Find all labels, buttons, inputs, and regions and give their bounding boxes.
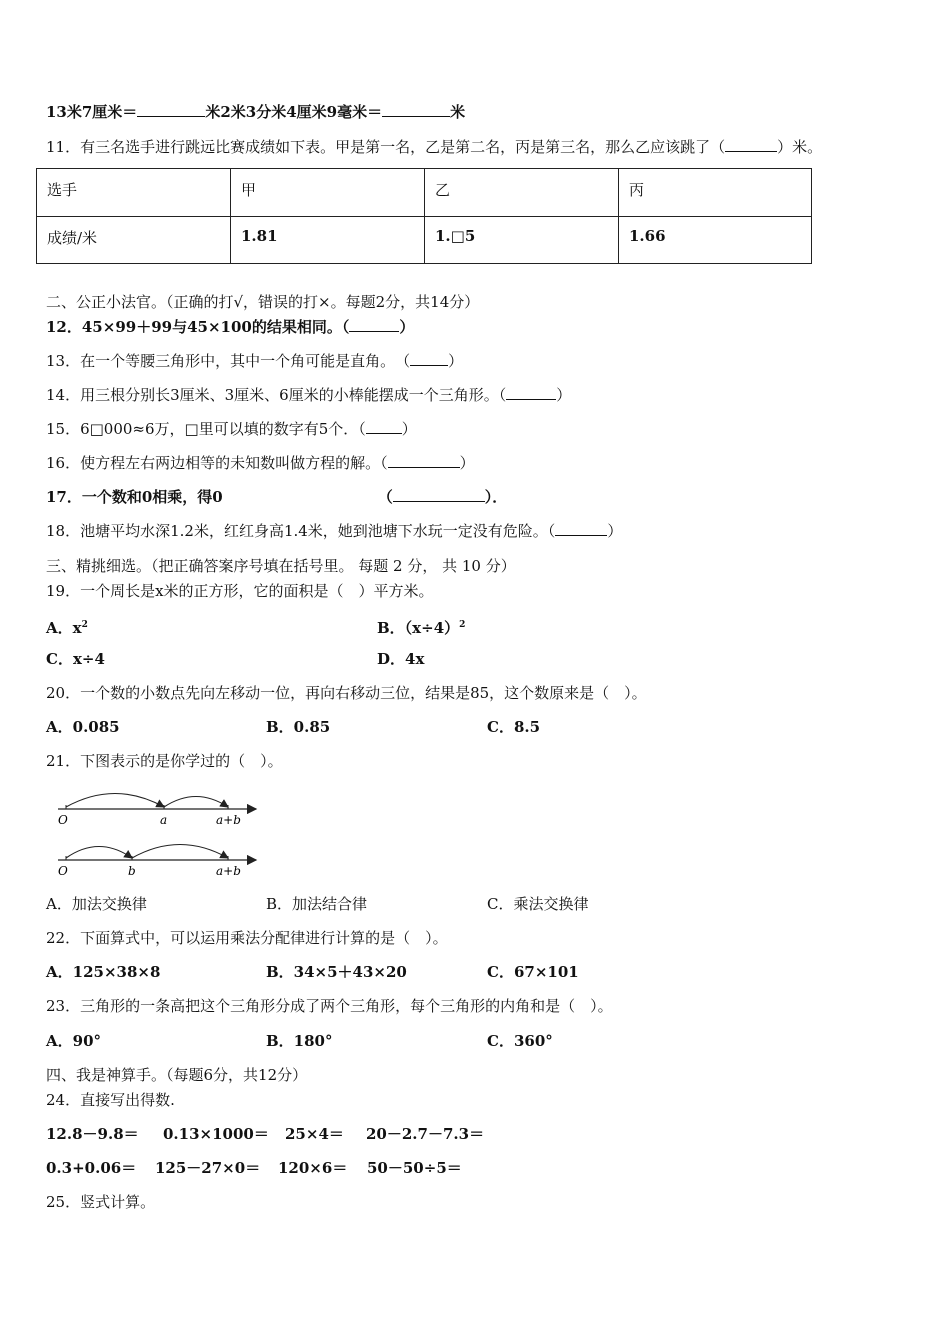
- q19-option-b[interactable]: B．$(x\div 4)^2$: [377, 619, 466, 637]
- q10-part2-prompt: 2米3分米4厘米9毫米＝: [220, 103, 383, 121]
- q23-question: 23．三角形的一条高把这个三角形分成了两个三角形，每个三角形的内角和是（ ）。: [46, 997, 613, 1015]
- q15-answer-blank[interactable]: [366, 419, 402, 434]
- q24-expression: 50－50÷5＝: [367, 1159, 462, 1177]
- table-cell: 1.81: [231, 216, 425, 264]
- table-header-cell: 选手: [37, 169, 231, 217]
- q11-score-table: [36, 168, 812, 264]
- q18-answer-blank[interactable]: [555, 521, 607, 536]
- q14-statement: 14．用三根分别长3厘米、3厘米、6厘米的小棒能摆成一个三角形。（ ）: [46, 386, 572, 404]
- q21-option-b[interactable]: B．加法结合律: [266, 895, 368, 913]
- q16-statement: 16．使方程左右两边相等的未知数叫做方程的解。（ ）: [46, 454, 475, 472]
- q16-answer-blank[interactable]: [388, 453, 460, 468]
- q20-option-a[interactable]: A．0.085: [46, 718, 120, 736]
- q11-answer-blank[interactable]: [725, 137, 777, 152]
- q14-answer-blank[interactable]: [506, 385, 556, 400]
- fig1-label-a: a: [160, 813, 168, 827]
- q11-question: 11．有三名选手进行跳远比赛成绩如下表。甲是第一名，乙是第二名，丙是第三名，那么乙应该跳了（ ）米。: [46, 138, 823, 156]
- q22-option-a[interactable]: A．125×38×8: [46, 963, 161, 981]
- q10-answer-blank-1[interactable]: [137, 102, 205, 117]
- q13-answer-blank[interactable]: [410, 351, 448, 366]
- q24-question: 24．直接写出得数.: [46, 1091, 175, 1109]
- q22-question: 22．下面算式中，可以运用乘法分配律进行计算的是（ ）。: [46, 929, 448, 947]
- q21-option-c[interactable]: C．乘法交换律: [487, 895, 589, 913]
- table-row-label: 成绩/米: [37, 216, 231, 264]
- section4-title: 四、我是神算手。（每题6分，共12分）: [46, 1066, 308, 1084]
- q23-option-c[interactable]: C．360°: [487, 1032, 553, 1050]
- q23-option-b[interactable]: B．180°: [266, 1032, 333, 1050]
- fig2-label-b: b: [128, 864, 136, 878]
- fig1-label-origin: O: [58, 813, 68, 827]
- q19-option-a[interactable]: A．$x^2$: [46, 619, 88, 637]
- q18-statement: 18．池塘平均水深1.2米，红红身高1.4米，她到池塘下水玩一定没有危险。（ ）: [46, 522, 623, 540]
- number-line-1: [58, 794, 256, 828]
- q10-answer-blank-2[interactable]: [382, 102, 450, 117]
- q13-statement: 13．在一个等腰三角形中，其中一个角可能是直角。 （ ）: [46, 352, 464, 370]
- q20-option-c[interactable]: C．8.5: [487, 718, 541, 736]
- q17-answer-blank[interactable]: [393, 487, 485, 502]
- q10-part1-prompt: 13米7厘米＝: [46, 103, 138, 121]
- table-cell: 1.□5: [425, 216, 619, 264]
- q24-expression: 120×6＝: [278, 1159, 348, 1177]
- q10-part1-unit: 米: [205, 103, 221, 121]
- q21-question: 21．下图表示的是你学过的（ ）。: [46, 752, 283, 770]
- q20-question: 20．一个数的小数点先向左移动一位，再向右移动三位，结果是85，这个数原来是（ ）。: [46, 684, 647, 702]
- q24-expression: 25×4＝: [285, 1125, 344, 1143]
- q24-expression: 20－2.7－7.3＝: [366, 1125, 485, 1143]
- fig2-label-origin: O: [58, 864, 68, 878]
- q12-statement: 12．45×99＋99与45×100的结果相同。（ ）: [46, 318, 415, 336]
- q20-option-b[interactable]: B．0.85: [266, 718, 331, 736]
- table-header-cell: 丙: [619, 169, 812, 217]
- q17-statement: 17．一个数和0相乘，得0 （ ）．: [46, 488, 508, 506]
- q19-option-c[interactable]: C．x÷4: [46, 650, 105, 668]
- q12-answer-blank[interactable]: [349, 317, 399, 332]
- table-header-cell: 乙: [425, 169, 619, 217]
- q24-expression: 12.8－9.8＝: [46, 1125, 139, 1143]
- q21-option-a[interactable]: A．加法交换律: [46, 895, 147, 913]
- number-line-2: [58, 845, 256, 879]
- q19-option-d[interactable]: D．4x: [377, 650, 425, 668]
- fig2-label-sum: a+b: [216, 864, 241, 878]
- q21-number-line-figure: [50, 782, 270, 882]
- q24-expression: 0.13×1000＝: [163, 1125, 269, 1143]
- table-header-cell: 甲: [231, 169, 425, 217]
- q25-question: 25．竖式计算。: [46, 1193, 156, 1211]
- fig1-label-sum: a+b: [216, 813, 241, 827]
- q24-expression: 125－27×0＝: [155, 1159, 261, 1177]
- section2-title: 二、公正小法官。（正确的打√，错误的打×。每题2分，共14分）: [46, 293, 480, 311]
- q10-conversion-line: [46, 102, 465, 122]
- table-cell: 1.66: [619, 216, 812, 264]
- section3-title: 三、精挑细选。（把正确答案序号填在括号里。 每题 2 分， 共 10 分）: [46, 557, 516, 575]
- q22-option-c[interactable]: C．67×101: [487, 963, 579, 981]
- q24-expression: 0.3+0.06＝: [46, 1159, 137, 1177]
- table-header-row: [37, 169, 812, 217]
- q22-option-b[interactable]: B．34×5＋43×20: [266, 963, 407, 981]
- q19-question: 19．一个周长是x米的正方形，它的面积是（ ）平方米。: [46, 582, 434, 600]
- q15-statement: 15．6□000≈6万，□里可以填的数字有5个．（ ）: [46, 420, 417, 438]
- q23-option-a[interactable]: A．90°: [46, 1032, 102, 1050]
- table-row: [37, 216, 812, 264]
- q10-part2-unit: 米: [450, 103, 466, 121]
